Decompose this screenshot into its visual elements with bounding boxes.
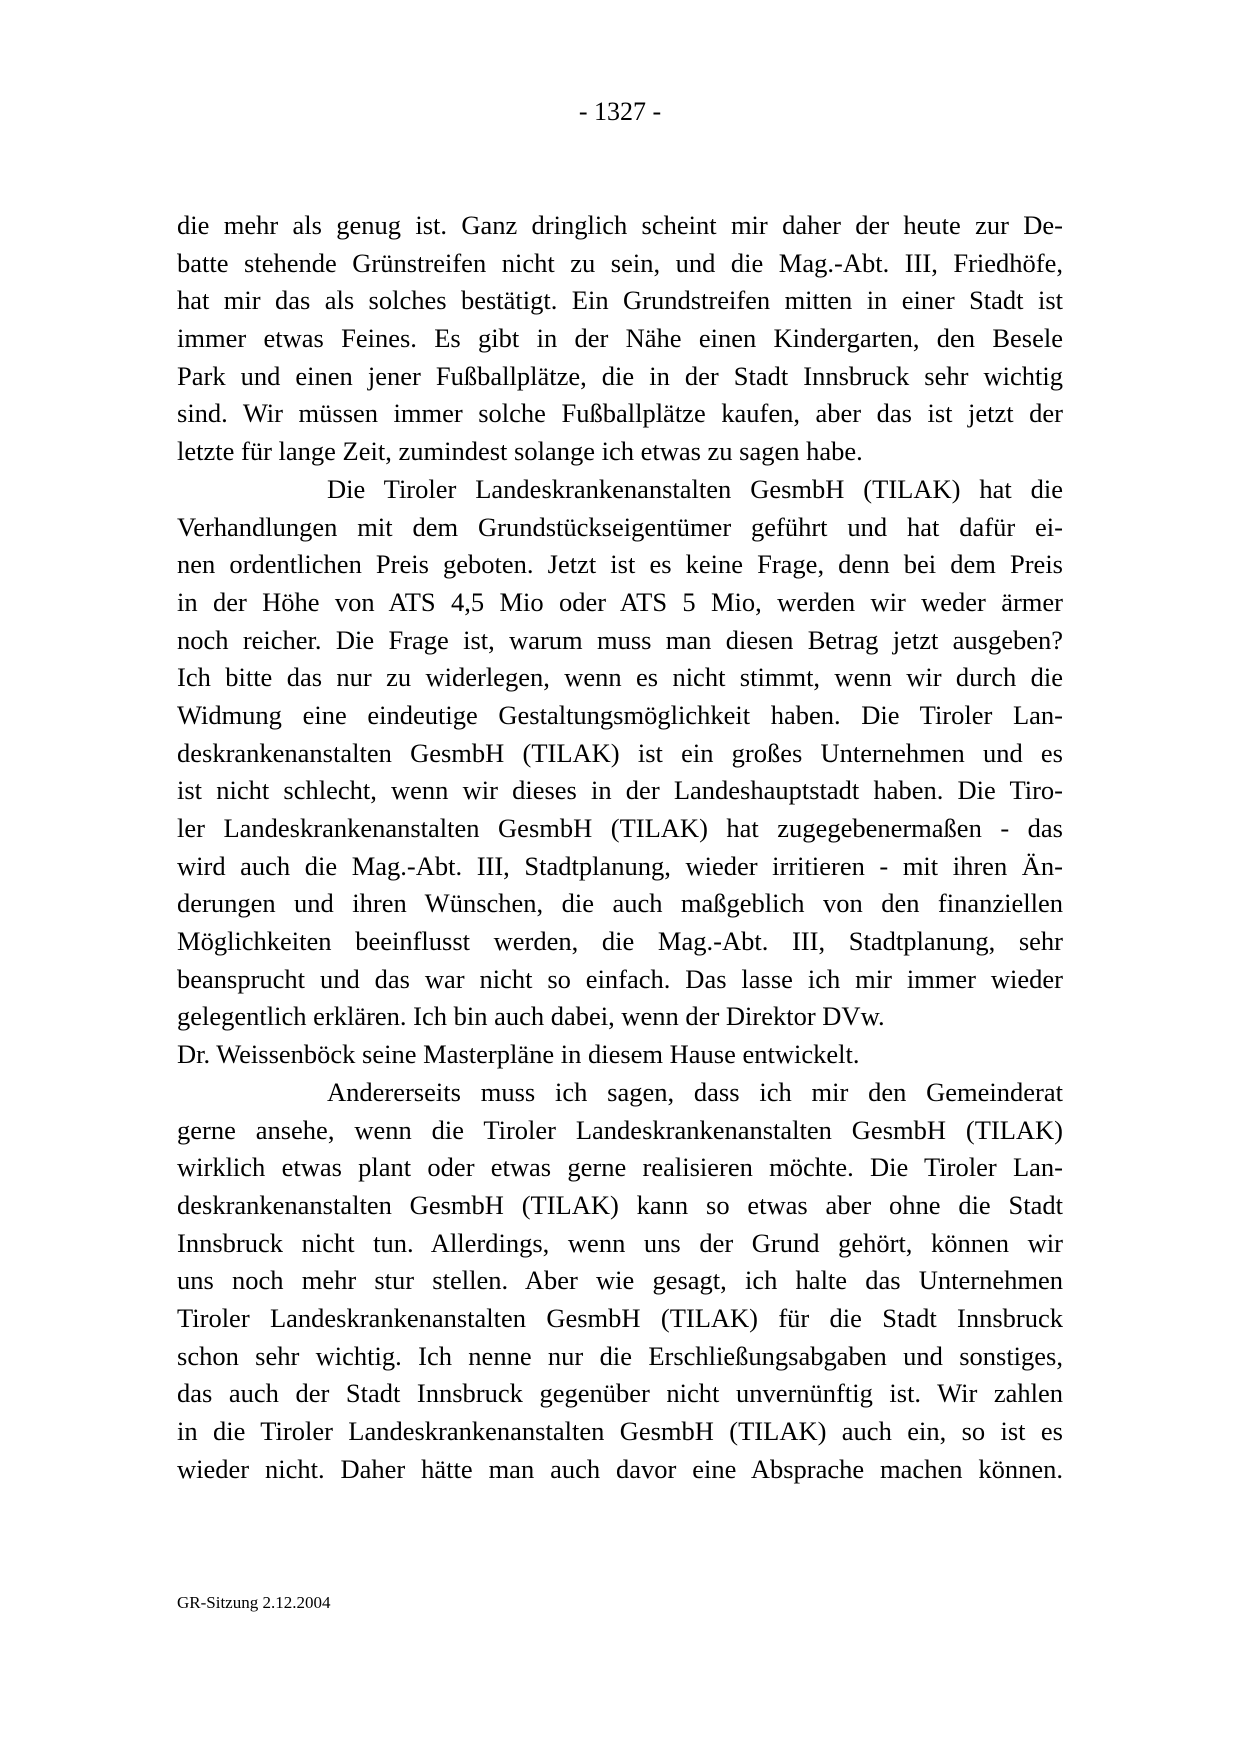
- paragraph: [177, 1074, 1063, 1489]
- text-line: ler Landeskrankenanstalten GesmbH (TILAK) hat zugegebenermaßen - das: [177, 813, 1063, 843]
- text-line: Widmung eine eindeutige Gestaltungsmöglichkeit haben. Die Tiroler Lan-: [177, 699, 1063, 730]
- text-line: Die Tiroler Landeskrankenanstalten GesmbH (TILAK) hat die: [327, 473, 1063, 504]
- text-line: beansprucht und das war nicht so einfach. Das lasse ich mir immer wieder: [177, 963, 1063, 994]
- text-line: in die Tiroler Landeskrankenanstalten GesmbH (TILAK) auch ein, so ist es: [177, 1416, 1063, 1446]
- text-line: Dr. Weissenböck seine Masterpläne in diesem Hause entwickelt.: [177, 1039, 860, 1070]
- text-line: letzte für lange Zeit, zumindest solange ich etwas zu sagen habe.: [177, 436, 863, 467]
- text-line: Andererseits muss ich sagen, dass ich mir den Gemeinderat: [327, 1076, 1063, 1107]
- text-line: Tiroler Landeskrankenanstalten GesmbH (TILAK) für die Stadt Innsbruck: [177, 1302, 1063, 1333]
- text-line: wirklich etwas plant oder etwas gerne realisieren möchte. Die Tiroler Lan-: [177, 1152, 1063, 1183]
- text-line: batte stehende Grünstreifen nicht zu sein, und die Mag.-Abt. III, Friedhöfe,: [177, 247, 1063, 278]
- text-line: Park und einen jener Fußballplätze, die in der Stadt Innsbruck sehr wichtig: [177, 360, 1063, 391]
- text-line: gerne ansehe, wenn die Tiroler Landeskrankenanstalten GesmbH (TILAK): [177, 1114, 1063, 1145]
- paragraph: [177, 471, 1063, 1074]
- text-line: schon sehr wichtig. Ich nenne nur die Erschließungsabgaben und sonstiges,: [177, 1340, 1063, 1371]
- text-line: noch reicher. Die Frage ist, warum muss man diesen Betrag jetzt ausgeben?: [177, 624, 1063, 655]
- text-line: immer etwas Feines. Es gibt in der Nähe einen Kindergarten, den Besele: [177, 323, 1063, 354]
- text-line: derungen und ihren Wünschen, die auch maßgeblich von den finanziellen: [177, 888, 1063, 919]
- text-line: sind. Wir müssen immer solche Fußballplätze kaufen, aber das ist jetzt der: [177, 398, 1063, 429]
- text-line: das auch der Stadt Innsbruck gegenüber nicht unvernünftig ist. Wir zahlen: [177, 1378, 1063, 1409]
- paragraph: [177, 207, 1063, 471]
- text-line: hat mir das als solches bestätigt. Ein Grundstreifen mitten in einer Stadt ist: [177, 285, 1063, 316]
- text-line: deskrankenanstalten GesmbH (TILAK) kann so etwas aber ohne die Stadt: [177, 1189, 1063, 1220]
- text-line: Innsbruck nicht tun. Allerdings, wenn uns der Grund gehört, können wir: [177, 1227, 1063, 1258]
- body-text: [177, 207, 1063, 1488]
- text-line: die mehr als genug ist. Ganz dringlich scheint mir daher der heute zur De-: [177, 210, 1063, 240]
- text-line: Ich bitte das nur zu widerlegen, wenn es nicht stimmt, wenn wir durch die: [177, 662, 1063, 693]
- text-line: wieder nicht. Daher hätte man auch davor eine Absprache machen können.: [177, 1453, 1063, 1484]
- text-line: Verhandlungen mit dem Grundstückseigentümer geführt und hat dafür ei-: [177, 511, 1063, 542]
- text-line: ist nicht schlecht, wenn wir dieses in der Landeshauptstadt haben. Die Tiro-: [177, 775, 1063, 806]
- page-number: - 1327 -: [578, 97, 662, 126]
- text-line: Möglichkeiten beeinflusst werden, die Mag.-Abt. III, Stadtplanung, sehr: [177, 926, 1063, 957]
- footer-session-date: GR-Sitzung 2.12.2004: [177, 1593, 331, 1612]
- text-line: deskrankenanstalten GesmbH (TILAK) ist ein großes Unternehmen und es: [177, 737, 1063, 768]
- text-line: uns noch mehr stur stellen. Aber wie gesagt, ich halte das Unternehmen: [177, 1265, 1063, 1296]
- text-line: wird auch die Mag.-Abt. III, Stadtplanung, wieder irritieren - mit ihren Än-: [177, 850, 1063, 881]
- text-line: in der Höhe von ATS 4,5 Mio oder ATS 5 Mio, werden wir weder ärmer: [177, 586, 1063, 617]
- text-line: nen ordentlichen Preis geboten. Jetzt ist es keine Frage, denn bei dem Preis: [177, 549, 1063, 580]
- text-line: gelegentlich erklären. Ich bin auch dabei, wenn der Direktor DVw.: [177, 1001, 885, 1032]
